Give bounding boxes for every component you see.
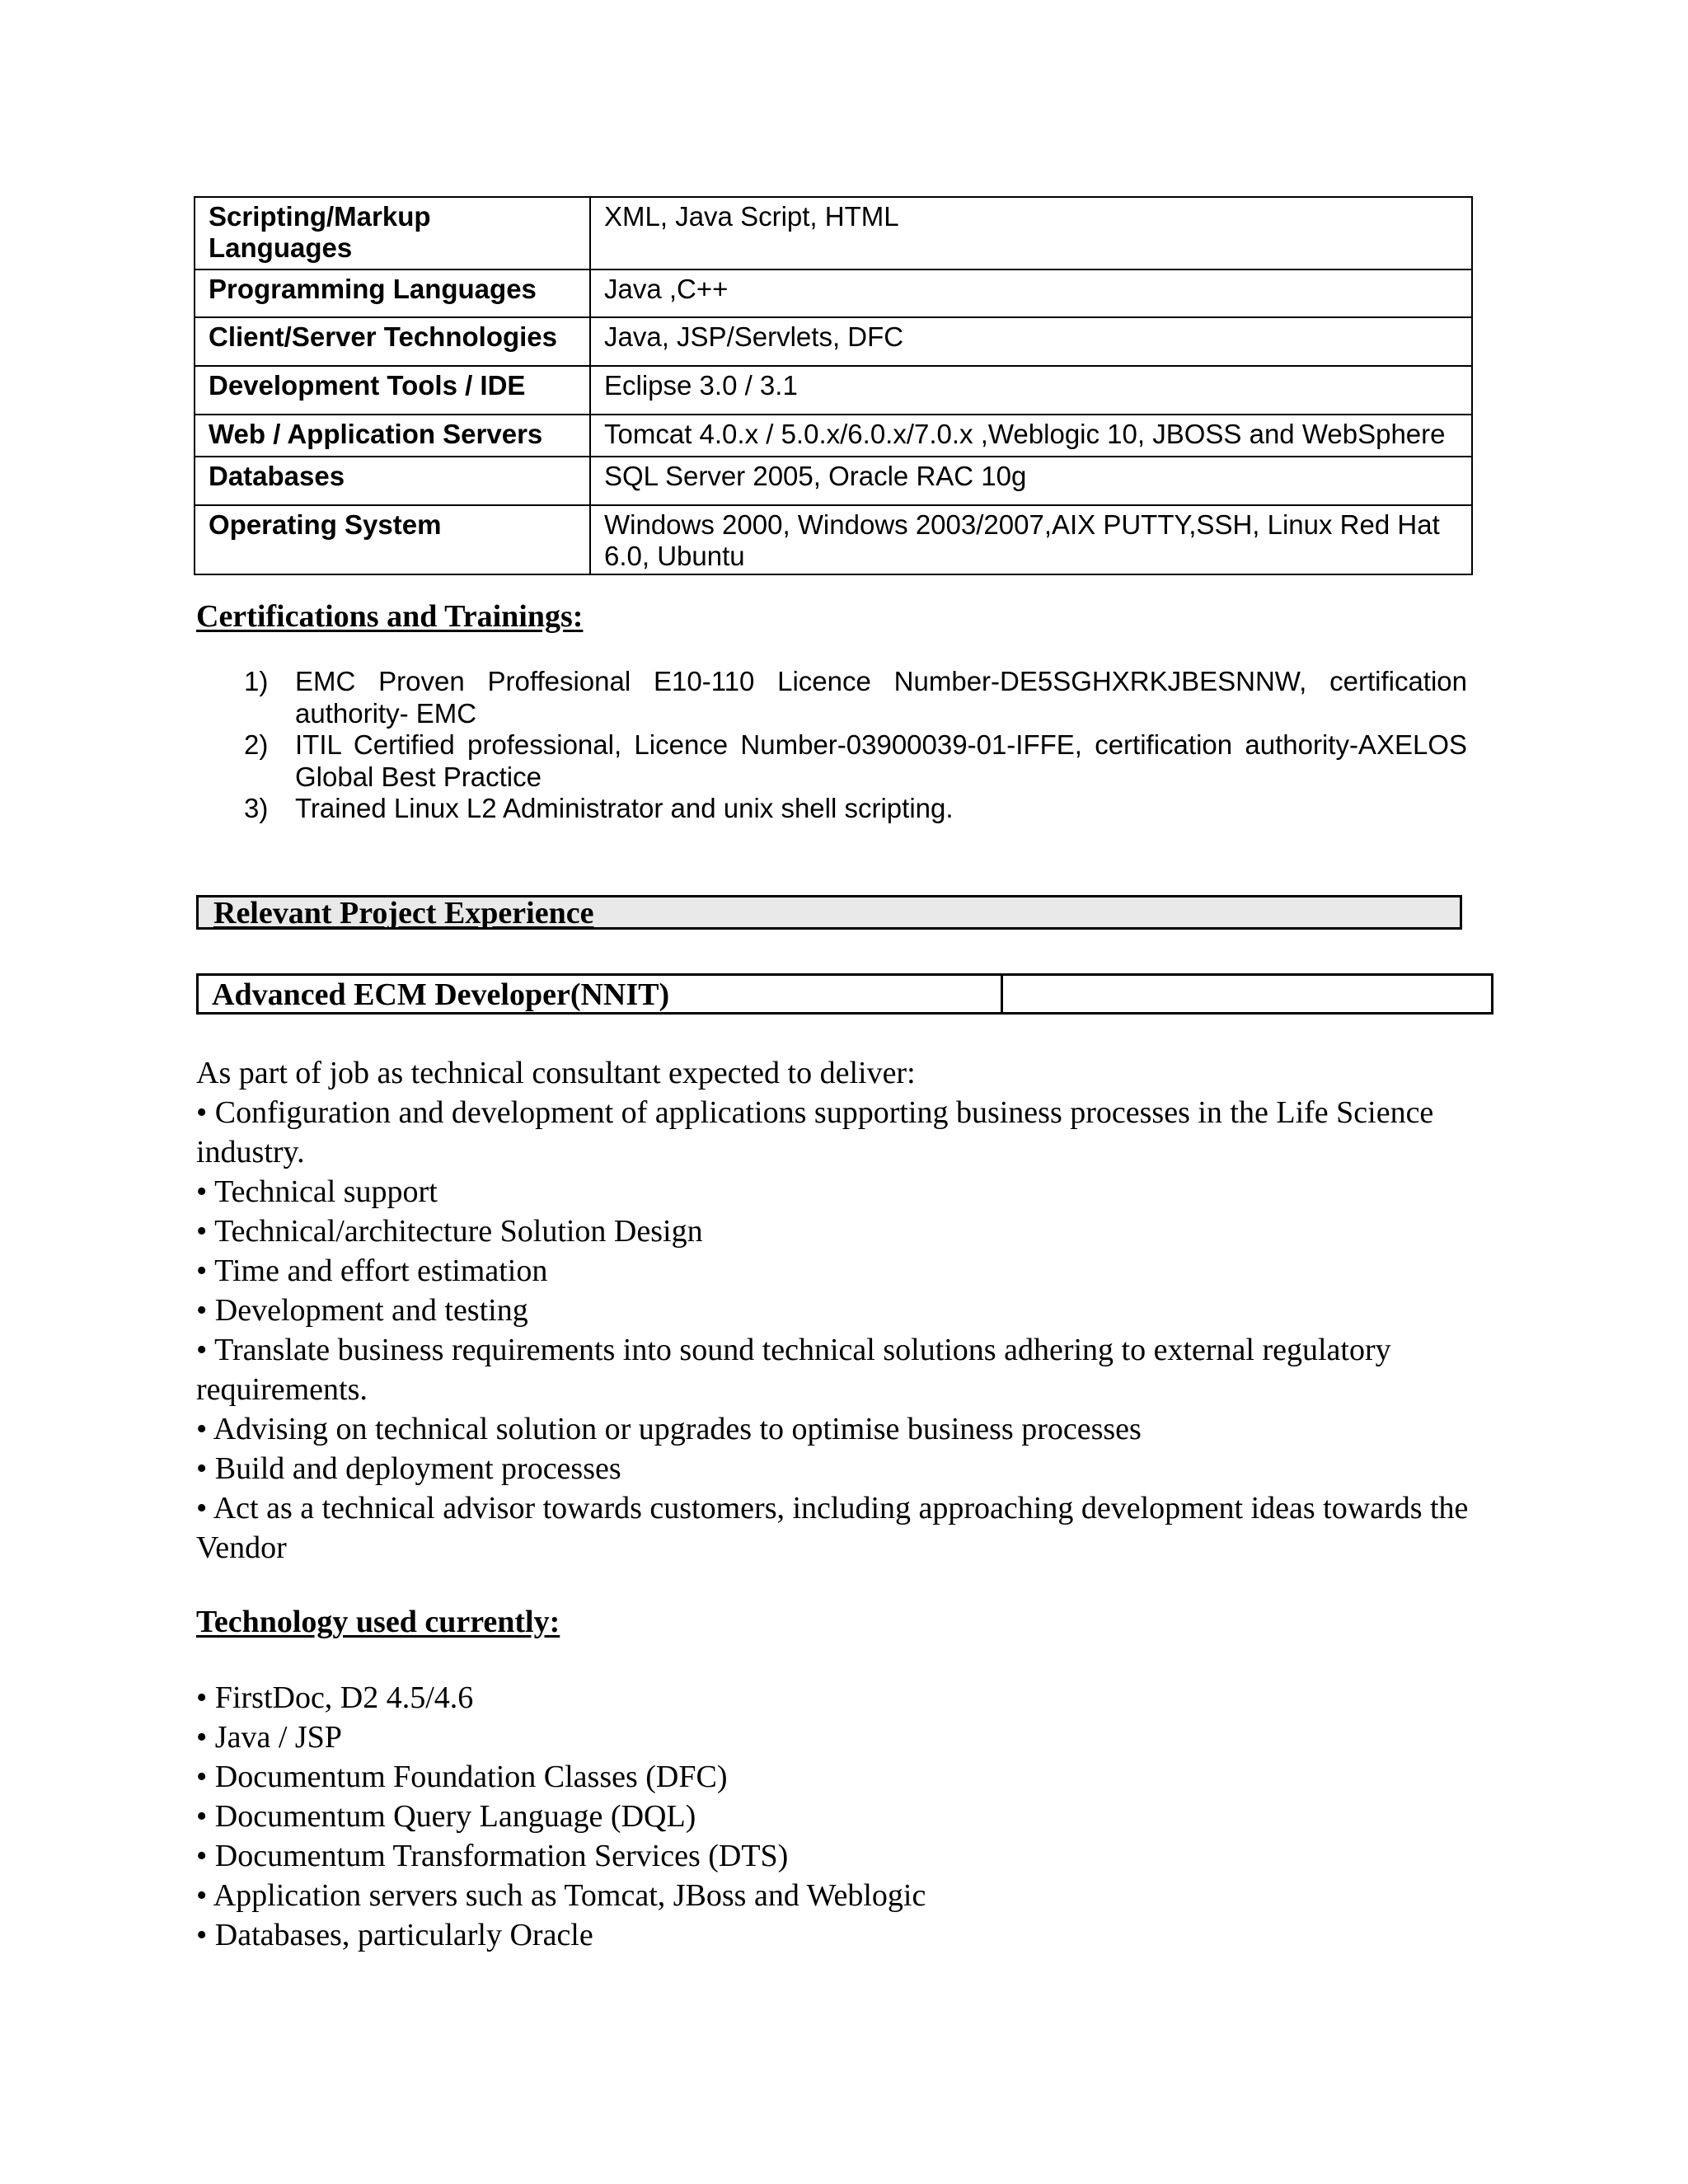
list-item: • Application servers such as Tomcat, JBoss and Weblogic (196, 1878, 926, 1913)
skill-value: XML, Java Script, HTML (590, 197, 1472, 269)
list-item: • Translate business requirements into sound technical solutions adhering to external regulatory requirements. (196, 1333, 1391, 1407)
project-section-title: Relevant Project Experience (213, 896, 594, 930)
role-title: Advanced ECM Developer(NNIT) (212, 977, 670, 1012)
list-item: • Build and deployment processes (196, 1451, 621, 1486)
list-item-text: ITIL Certified professional, Licence Number-03900039-01-IFFE, certification authority-AXELOS Global Best Practice (295, 729, 1467, 792)
list-item: • Databases, particularly Oracle (196, 1918, 593, 1952)
list-item-text: EMC Proven Proffesional E10-110 Licence Number-DE5SGHXRKJBESNNW, certification authority- EMC (295, 666, 1467, 729)
skill-label: Web / Application Servers (195, 415, 590, 457)
list-item (244, 793, 1467, 825)
skill-label: Scripting/Markup Languages (195, 197, 590, 269)
skill-label: Operating System (195, 505, 590, 574)
skill-value: Tomcat 4.0.x / 5.0.x/6.0.x/7.0.x ,Weblogic 10, JBOSS and WebSphere (590, 415, 1472, 457)
list-item: • Technical/architecture Solution Design (196, 1214, 703, 1249)
skill-label: Programming Languages (195, 269, 590, 317)
list-item: • Documentum Transformation Services (DTS) (196, 1839, 789, 1873)
project-intro: As part of job as technical consultant expected to deliver: (196, 1056, 916, 1090)
skill-value: Windows 2000, Windows 2003/2007,AIX PUTTY,SSH, Linux Red Hat 6.0, Ubuntu (590, 505, 1472, 574)
list-item: • Technical support (196, 1174, 438, 1209)
skill-label: Development Tools / IDE (195, 366, 590, 415)
table-row (195, 457, 1472, 505)
list-item: • Configuration and development of applications supporting business processes in the Life Science industry. (196, 1095, 1434, 1169)
table-row (195, 505, 1472, 574)
list-item: • Advising on technical solution or upgrades to optimise business processes (196, 1412, 1142, 1446)
skills-table (194, 196, 1473, 575)
project-description (196, 1053, 1482, 1568)
technology-heading: Technology used currently: (196, 1605, 560, 1639)
list-item: • Time and effort estimation (196, 1254, 548, 1288)
list-number: 2) (244, 729, 269, 760)
certifications-heading: Certifications and Trainings: (196, 599, 584, 634)
list-item (244, 729, 1467, 793)
project-section-header (196, 895, 1462, 930)
role-divider (1001, 976, 1003, 1012)
skill-value: Java, JSP/Servlets, DFC (590, 317, 1472, 366)
list-item-text: Trained Linux L2 Administrator and unix shell scripting. (295, 793, 954, 823)
list-item (244, 666, 1467, 729)
list-item: • FirstDoc, D2 4.5/4.6 (196, 1680, 474, 1715)
list-number: 1) (244, 666, 269, 696)
skill-label: Client/Server Technologies (195, 317, 590, 366)
skill-label: Databases (195, 457, 590, 505)
list-number: 3) (244, 793, 269, 823)
certifications-list (244, 666, 1467, 825)
list-item: • Documentum Foundation Classes (DFC) (196, 1760, 728, 1794)
skill-value: Java ,C++ (590, 269, 1472, 317)
list-item: • Act as a technical advisor towards customers, including approaching development ideas towards the Vendor (196, 1491, 1469, 1565)
table-row (195, 366, 1472, 415)
technology-list (196, 1678, 1482, 1955)
list-item: • Development and testing (196, 1293, 528, 1328)
list-item: • Documentum Query Language (DQL) (196, 1799, 696, 1834)
table-row (195, 415, 1472, 457)
skill-value: Eclipse 3.0 / 3.1 (590, 366, 1472, 415)
table-row (195, 197, 1472, 269)
skill-value: SQL Server 2005, Oracle RAC 10g (590, 457, 1472, 505)
table-row (195, 269, 1472, 317)
list-item: • Java / JSP (196, 1720, 342, 1755)
table-row (195, 317, 1472, 366)
role-header (196, 973, 1493, 1015)
